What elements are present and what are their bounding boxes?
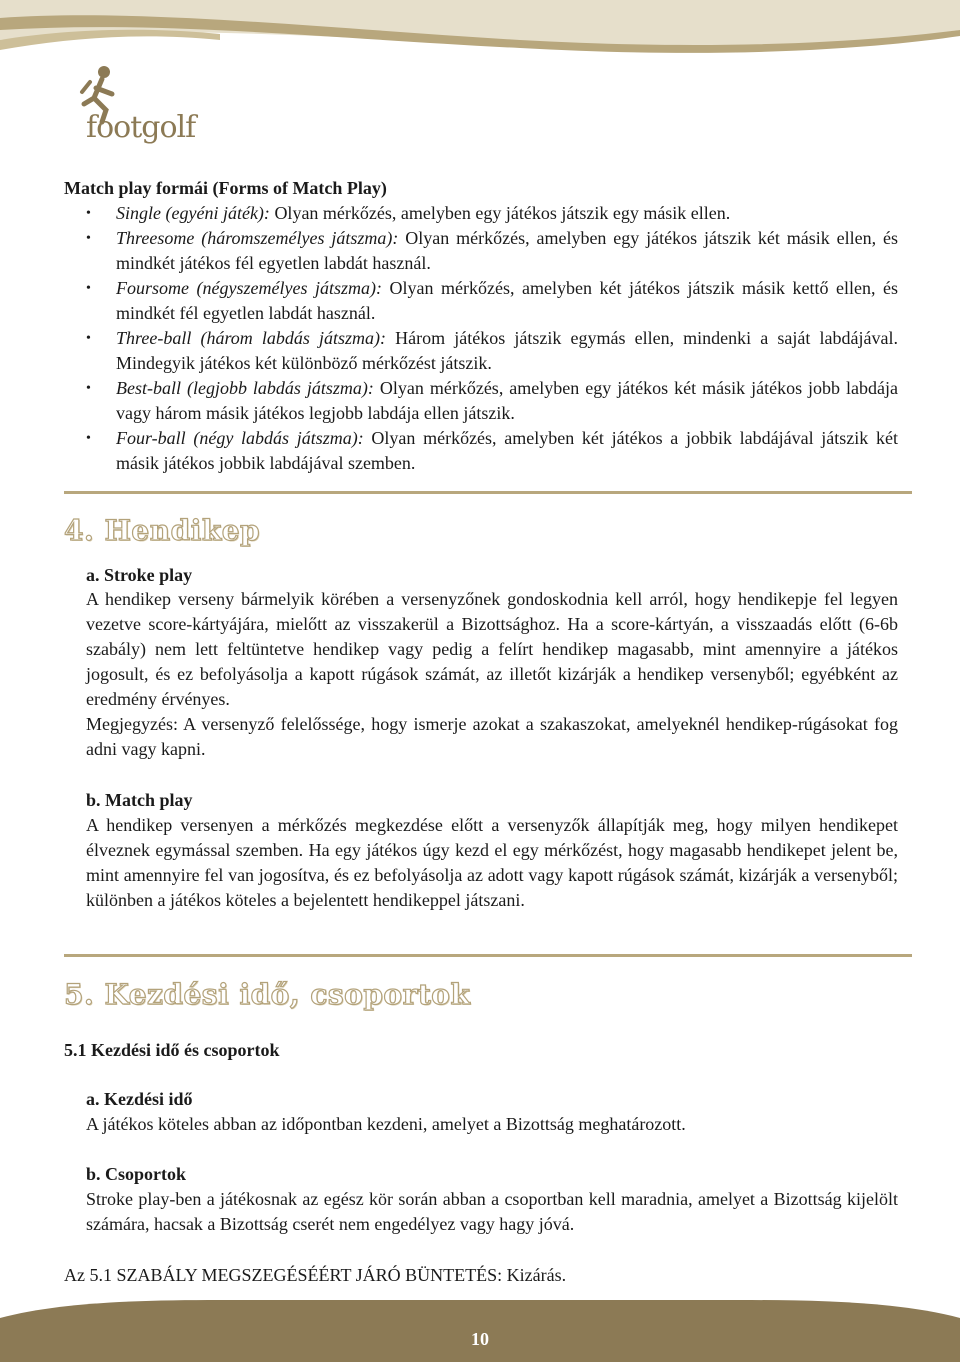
start-time-text: A játékos köteles abban az időpontban kezdeni, amelyet a Bizottság meghatározott. [86, 1114, 686, 1134]
bullet-icon: • [86, 281, 91, 296]
term: Best-ball (legjobb labdás játszma): [116, 378, 374, 398]
stroke-play-heading: a. Stroke play [86, 565, 193, 585]
bullet-icon: • [86, 431, 91, 446]
page-number: 10 [471, 1329, 489, 1349]
stroke-play-note: Megjegyzés: A versenyző felelőssége, hogy ismerje azokat a szakaszokat, amelyeknél hendikep-rúgásokat fog adni vagy kapni. [86, 714, 898, 759]
list-item [116, 201, 898, 226]
section-5-title: 5. Kezdési idő, csoportok [64, 978, 471, 1011]
list-item [116, 276, 898, 326]
term: Three-ball (három labdás játszma): [116, 328, 387, 348]
list-item [116, 426, 898, 476]
term: Four-ball (négy labdás játszma): [116, 428, 364, 448]
term: Single (egyéni játék): [116, 203, 270, 223]
penalty-statement: Az 5.1 SZABÁLY MEGSZEGÉSÉÉRT JÁRÓ BÜNTETÉS: Kizárás. [64, 1265, 567, 1285]
list-item [116, 326, 898, 376]
bullet-icon: • [86, 381, 91, 396]
term: Foursome (négyszemélyes játszma): [116, 278, 382, 298]
subsection-5-1-title: 5.1 Kezdési idő és csoportok [64, 1040, 280, 1060]
groups-text: Stroke play-ben a játékosnak az egész kör során abban a csoportban kell maradnia, amelyet a Bizottság kijelölt számára, hacsak a Bizottság cserét nem engedélyez vagy hagy jóvá. [86, 1189, 898, 1234]
bullet-icon: • [86, 231, 91, 246]
list-item [116, 376, 898, 426]
definition: Olyan mérkőzés, amelyben két játékos a jobbik labdájával játszik két másik játékos jobbik labdájával szemben. [116, 428, 898, 473]
footgolf-logo: footgolf [86, 110, 196, 145]
definition: Olyan mérkőzés, amelyben két játékos játszik másik kettő ellen, és mindkét fél egyetlen labdát használ. [116, 278, 899, 323]
bullet-icon: • [86, 331, 91, 346]
start-time-heading: a. Kezdési idő [86, 1089, 193, 1109]
bullet-icon: • [86, 206, 91, 221]
match-play-heading: b. Match play [86, 790, 193, 810]
groups-heading: b. Csoportok [86, 1164, 187, 1184]
term: Threesome (háromszemélyes játszma): [116, 228, 399, 248]
definition: Olyan mérkőzés, amelyben egy játékos játszik egy másik ellen. [269, 203, 731, 223]
definition: Olyan mérkőzés, amelyben egy játékos játszik két másik ellen, és mindkét játékos fél egyetlen labdát használ. [116, 228, 898, 273]
section-4-title: 4. Hendikep [64, 514, 261, 547]
match-play-forms-title: Match play formái (Forms of Match Play) [64, 178, 387, 198]
definition: Olyan mérkőzés, amelyben egy játékos két másik játékos jobb labdája vagy három másik játékos legjobb labdája ellen játszik. [116, 378, 898, 423]
section-divider [64, 954, 912, 957]
match-play-text: A hendikep versenyen a mérkőzés megkezdése előtt a versenyzők állapítják meg, hogy milyen hendikepet élveznek egymással szemben. Ha egy játékos úgy kezd el egy mérkőzést, hogy magasabb hendikepet jelent be, mint amennyire fel van jogosítva, és ez befolyásolja az adott vagy kapott rúgások számát, kizárják a versenyből; különben a játékos köteles a bejelentett hendikeppel játszani. [86, 815, 898, 910]
section-divider [64, 491, 912, 494]
stroke-play-text: A hendikep verseny bármelyik körében a versenyzőnek gondoskodnia kell arról, hogy hendikepje fel legyen vezetve score-kártyájára, mielőtt az visszakerül a Bizottsághoz. Ha a score-kártyán, a visszaadás előtt (6-6b szabály) nem lett feltüntetve hendikep vagy pedig a felírt hendikep magasabb, mint amennyire a játékos jogosult, és ez befolyásolja a kapott rúgások számát, az illetőt kizárják a hendikep versenyből; egyébként az eredmény érvényes. [86, 589, 898, 709]
list-item [116, 226, 898, 276]
definition: Három játékos játszik egymás ellen, mindenki a saját labdájával. Mindegyik játékos két különböző mérkőzést játszik. [116, 328, 898, 373]
